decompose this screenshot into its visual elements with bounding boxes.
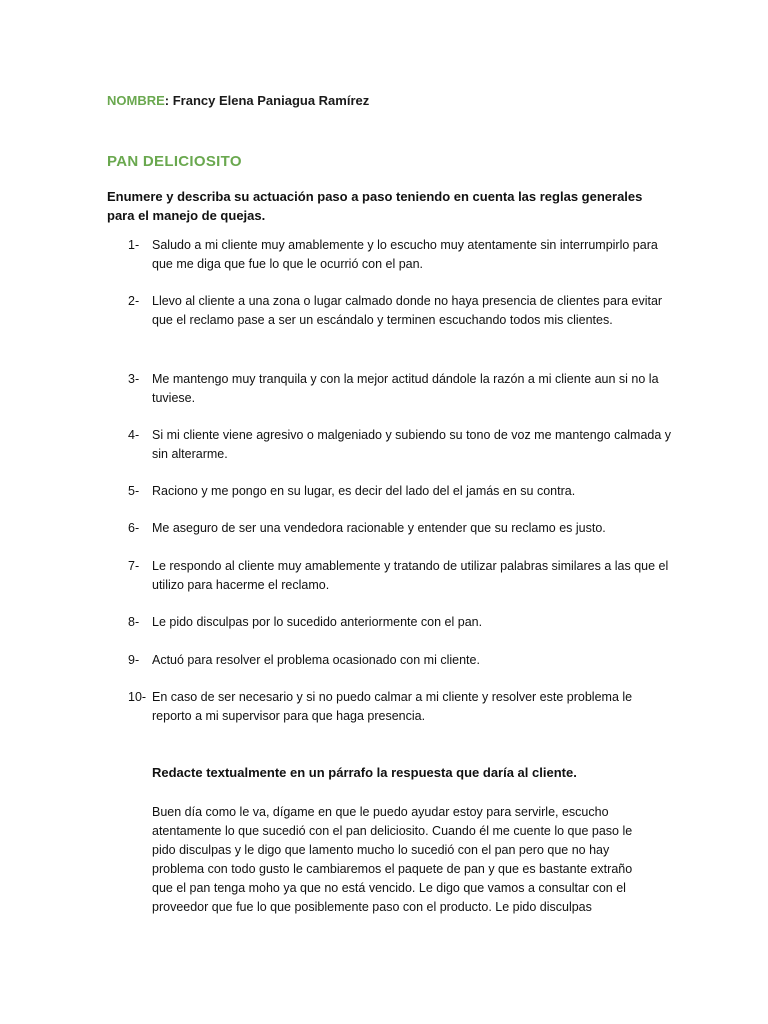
step-text: Raciono y me pongo en su lugar, es decir del lado del el jamás en su contra. xyxy=(152,484,576,498)
step-item xyxy=(128,651,673,670)
step-item xyxy=(128,370,673,408)
step-text: En caso de ser necesario y si no puedo calmar a mi cliente y resolver este problema le reporto a mi supervisor para que haga presencia. xyxy=(152,690,633,723)
step-text: Si mi cliente viene agresivo o malgeniado y subiendo su tono de voz me mantengo calmada y sin alterarme. xyxy=(152,428,672,461)
step-number: 2- xyxy=(128,294,140,308)
step-number: 1- xyxy=(128,238,140,252)
step-number: 3- xyxy=(128,372,140,386)
step-item xyxy=(128,482,673,501)
step-item xyxy=(128,426,673,464)
step-number: 8- xyxy=(128,615,140,629)
name-label: NOMBRE xyxy=(107,93,165,108)
step-item xyxy=(128,557,673,595)
step-text: Le respondo al cliente muy amablemente y tratando de utilizar palabras similares a las que el utilizo para hacerme el reclamo. xyxy=(152,559,669,592)
step-text: Saludo a mi cliente muy amablemente y lo escucho muy atentamente sin interrumpirlo para que me diga que fue lo que le ocurrió con el pan. xyxy=(152,238,658,271)
step-number: 10- xyxy=(128,690,147,704)
step-item xyxy=(128,236,673,274)
document-title: PAN DELICIOSITO xyxy=(107,153,242,170)
step-item xyxy=(128,519,673,538)
step-item xyxy=(128,688,673,726)
step-number: 7- xyxy=(128,559,140,573)
student-name-line xyxy=(107,93,369,108)
step-text: Llevo al cliente a una zona o lugar calmado donde no haya presencia de clientes para evitar que el reclamo pase a ser un escándalo y terminen escuchando todos mis clientes. xyxy=(152,294,663,327)
step-text: Me aseguro de ser una vendedora racionable y entender que su reclamo es justo. xyxy=(152,521,606,535)
step-number: 9- xyxy=(128,653,140,667)
question-text: Enumere y describa su actuación paso a paso teniendo en cuenta las reglas generales para el manejo de quejas. xyxy=(107,189,643,223)
name-value: : Francy Elena Paniagua Ramírez xyxy=(164,93,370,108)
step-number: 4- xyxy=(128,428,140,442)
step-number: 6- xyxy=(128,521,140,535)
step-text: Me mantengo muy tranquila y con la mejor actitud dándole la razón a mi cliente aun si no la tuviese. xyxy=(152,372,659,405)
answer-heading: Redacte textualmente en un párrafo la respuesta que daría al cliente. xyxy=(152,765,577,780)
step-number: 5- xyxy=(128,484,140,498)
step-text: Actuó para resolver el problema ocasionado con mi cliente. xyxy=(152,653,480,667)
answer-paragraph: Buen día como le va, dígame en que le puedo ayudar estoy para servirle, escucho atentamente lo que sucedió con el pan deliciosito. Cuando él me cuente lo que paso le pido disculpas y le digo que lamento mucho lo sucedió con el pan pero que no hay problema con todo gusto le cambiaremos el paquete de pan y que es bastante extraño que el pan tenga moho ya que no está vencido. Le digo que vamos a consultar con el proveedor que fue lo que posiblemente paso con el producto. Le pido disculpas xyxy=(152,805,633,914)
step-text: Le pido disculpas por lo sucedido anteriormente con el pan. xyxy=(152,615,483,629)
step-item xyxy=(128,292,673,330)
step-item xyxy=(128,613,673,632)
